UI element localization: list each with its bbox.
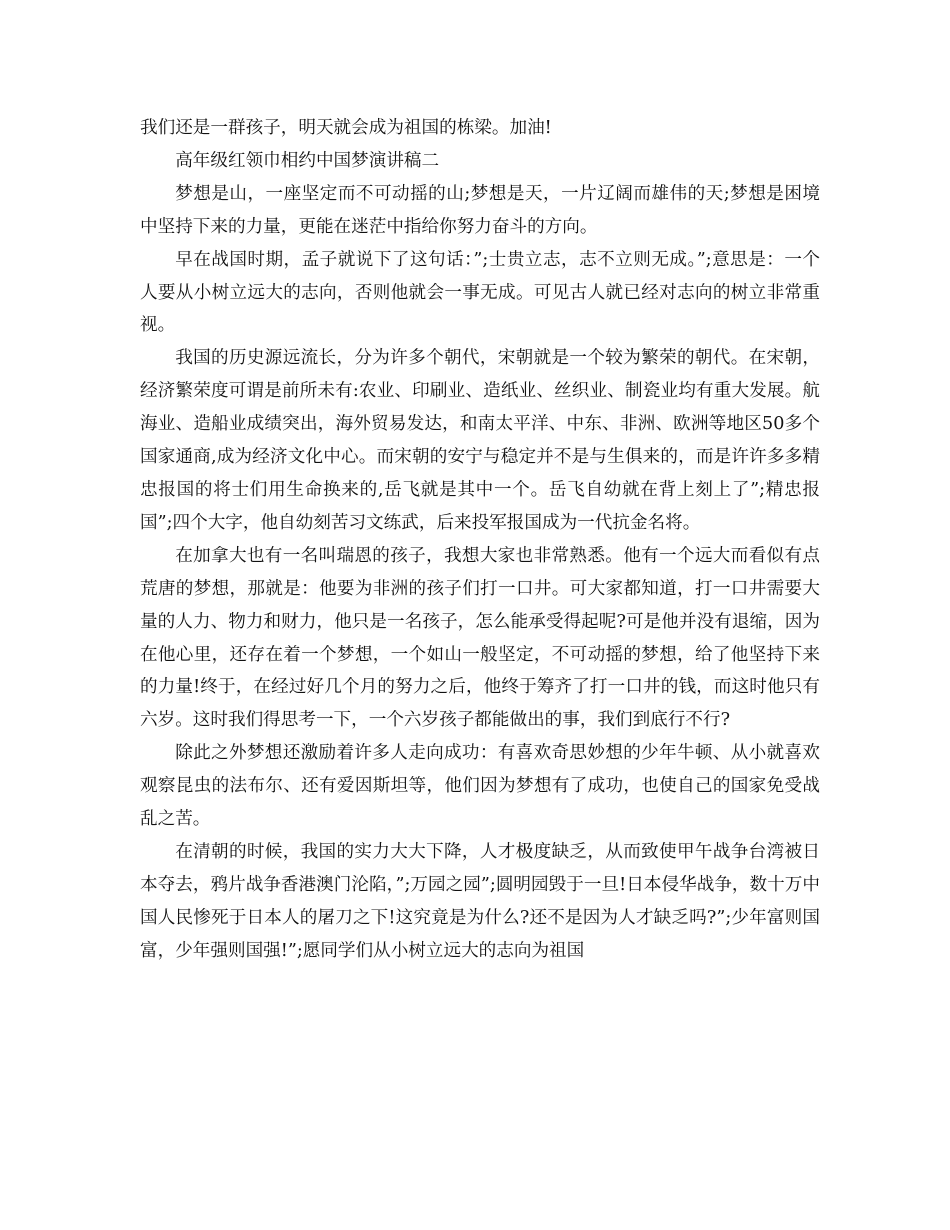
paragraph-3: 梦想是山，一座坚定而不可动摇的山;梦想是天，一片辽阔而雄伟的天;梦想是困境中坚持下来的力量，更能在迷茫中指给你努力奋斗的方向。 [140,183,820,237]
paragraph-8: 在清朝的时候，我国的实力大大下降，人才极度缺乏，从而致使甲午战争台湾被日本夺去，鸦片战争香港澳门沦陷，”;万园之园”;圆明园毁于一旦!日本侵华战争，数十万中国人民惨死于日本人的屠刀之下!这究竟是为什么?还不是因为人才缺乏吗?”;少年富则国富，少年强则国强!”;愿同学们从小树立远大的志向为祖国 [140,841,820,961]
paragraph-6: 在加拿大也有一名叫瑞恩的孩子，我想大家也非常熟悉。他有一个远大而看似有点荒唐的梦想，那就是：他要为非洲的孩子们打一口井。可大家都知道，打一口井需要大量的人力、物力和财力，他只是一名孩子，怎么能承受得起呢?可是他并没有退缩，因为在他心里，还存在着一个梦想，一个如山一般坚定，不可动摇的梦想，给了他坚持下来的力量!终于，在经过好几个月的努力之后，他终于筹齐了打一口井的钱，而这时他只有六岁。这时我们得思考一下，一个六岁孩子都能做出的事，我们到底行不行? [140,545,820,731]
paragraph-4: 早在战国时期，孟子就说下了这句话：”;士贵立志，志不立则无成。”;意思是：一个人要从小树立远大的志向，否则他就会一事无成。可见古人就已经对志向的树立非常重视。 [140,249,820,336]
paragraph-1: 我们还是一群孩子，明天就会成为祖国的栋梁。加油! [140,118,552,138]
document-body [140,112,820,968]
paragraph-5: 我国的历史源远流长，分为许多个朝代，宋朝就是一个较为繁荣的朝代。在宋朝，经济繁荣度可谓是前所未有:农业、印刷业、造纸业、丝织业、制瓷业均有重大发展。航海业、造船业成绩突出，海外贸易发达，和南太平洋、中东、非洲、欧洲等地区50多个国家通商,成为经济文化中心。而宋朝的安宁与稳定并不是与生俱来的，而是许许多多精忠报国的将士们用生命换来的,岳飞就是其中一个。岳飞自幼就在背上刻上了”;精忠报国”;四个大字，他自幼刻苦习文练武，后来投军报国成为一代抗金名将。 [140,348,820,533]
section-heading: 高年级红领巾相约中国梦演讲稿二 [175,150,440,171]
paragraph-7: 除此之外梦想还激励着许多人走向成功：有喜欢奇思妙想的少年牛顿、从小就喜欢观察昆虫的法布尔、还有爱因斯坦等，他们因为梦想有了成功，也使自己的国家免受战乱之苦。 [140,743,820,830]
